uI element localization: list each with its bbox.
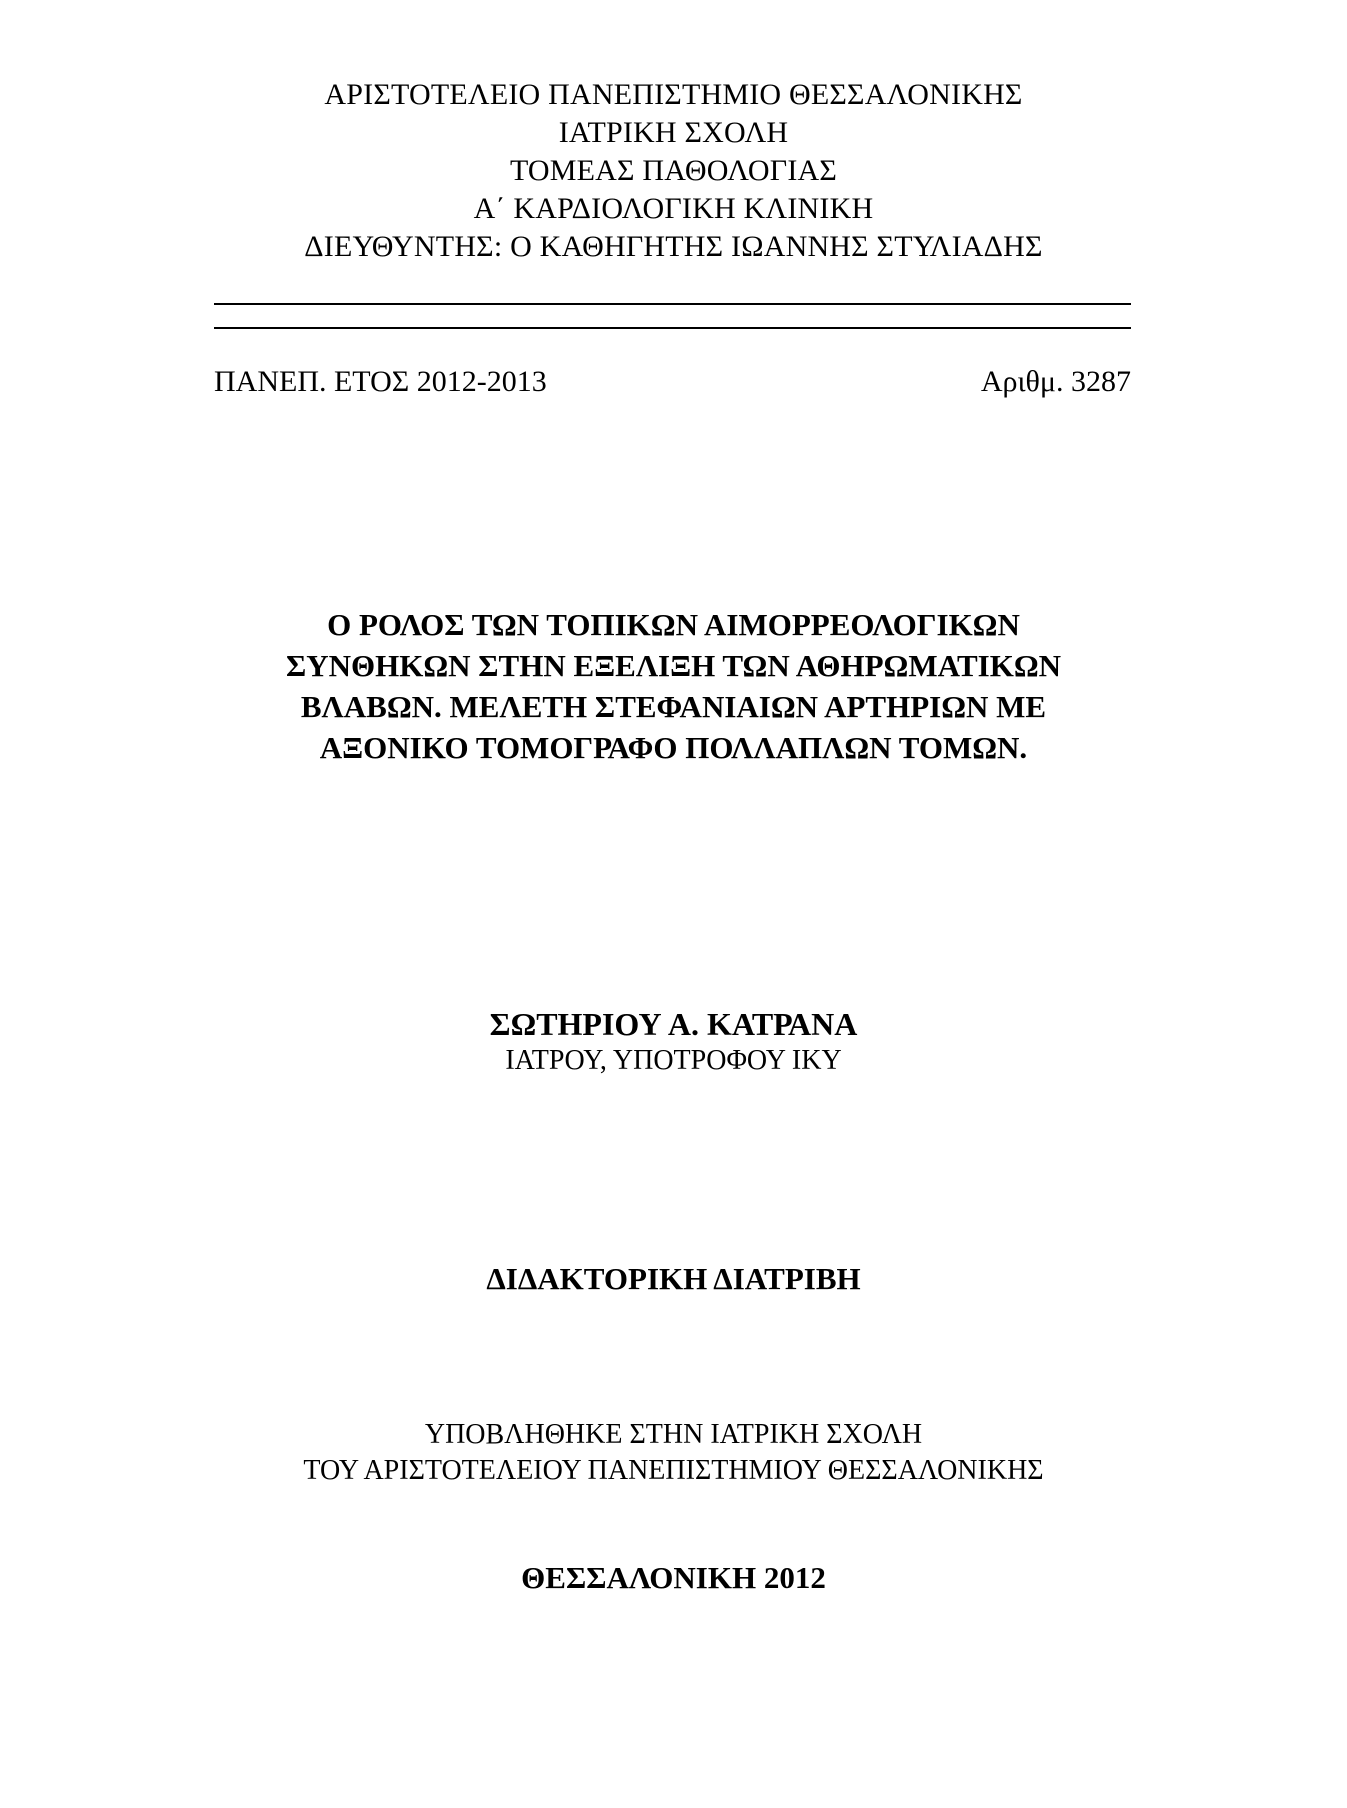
title-line: ΣΥΝΘΗΚΩΝ ΣΤΗΝ ΕΞΕΛΙΞΗ ΤΩΝ ΑΘΗΡΩΜΑΤΙΚΩΝ (285, 648, 1062, 683)
title-line: ΑΞΟΝΙΚΟ ΤΟΜΟΓΡΑΦΟ ΠΟΛΛΑΠΛΩΝ ΤΟΜΩΝ. (319, 730, 1028, 765)
document-number: Αριθμ. 3287 (980, 365, 1131, 398)
header-divider-bottom (214, 327, 1131, 329)
header-divider-top (214, 303, 1131, 305)
thesis-type: ΔΙΔΑΚΤΟΡΙΚΗ ΔΙΑΤΡΙΒΗ (486, 1261, 861, 1296)
thesis-title (0, 604, 1347, 768)
author-name: ΣΩΤΗΡΙΟΥ Α. ΚΑΤΡΑΝΑ (489, 1006, 858, 1042)
submission-line: ΤΟΥ ΑΡΙΣΤΟΤΕΛΕΙΟΥ ΠΑΝΕΠΙΣΤΗΜΙΟΥ ΘΕΣΣΑΛΟΝΙΚΗΣ (303, 1455, 1044, 1486)
academic-year: ΠΑΝΕΠ. ΕΤΟΣ 2012-2013 (214, 365, 547, 398)
clinic-name: Α΄ ΚΑΡΔΙΟΛΟΓΙΚΗ ΚΛΙΝΙΚΗ (473, 192, 874, 225)
title-line: ΒΛΑΒΩΝ. ΜΕΛΕΤΗ ΣΤΕΦΑΝΙΑΙΩΝ ΑΡΤΗΡΙΩΝ ΜΕ (300, 689, 1047, 724)
author-role: ΙΑΤΡΟΥ, ΥΠΟΤΡΟΦΟΥ ΙΚΥ (505, 1045, 842, 1076)
department-name: ΤΟΜΕΑΣ ΠΑΘΟΛΟΓΙΑΣ (509, 154, 838, 187)
director-line: ΔΙΕΥΘΥΝΤΗΣ: Ο ΚΑΘΗΓΗΤΗΣ ΙΩΑΝΝΗΣ ΣΤΥΛΙΑΔΗΣ (304, 230, 1043, 263)
author-block (0, 1004, 1347, 1078)
submission-statement (0, 1417, 1347, 1489)
institution-header (0, 76, 1347, 266)
submission-line: ΥΠΟΒΛΗΘΗΚΕ ΣΤΗΝ ΙΑΤΡΙΚΗ ΣΧΟΛΗ (424, 1419, 923, 1450)
school-name: ΙΑΤΡΙΚΗ ΣΧΟΛΗ (558, 116, 789, 149)
place-and-year: ΘΕΣΣΑΛΟΝΙΚΗ 2012 (521, 1560, 826, 1595)
title-line: Ο ΡΟΛΟΣ ΤΩΝ ΤΟΠΙΚΩΝ ΑΙΜΟΡΡΕΟΛΟΓΙΚΩΝ (327, 607, 1020, 642)
university-name: ΑΡΙΣΤΟΤΕΛΕΙΟ ΠΑΝΕΠΙΣΤΗΜΙΟ ΘΕΣΣΑΛΟΝΙΚΗΣ (324, 78, 1023, 111)
